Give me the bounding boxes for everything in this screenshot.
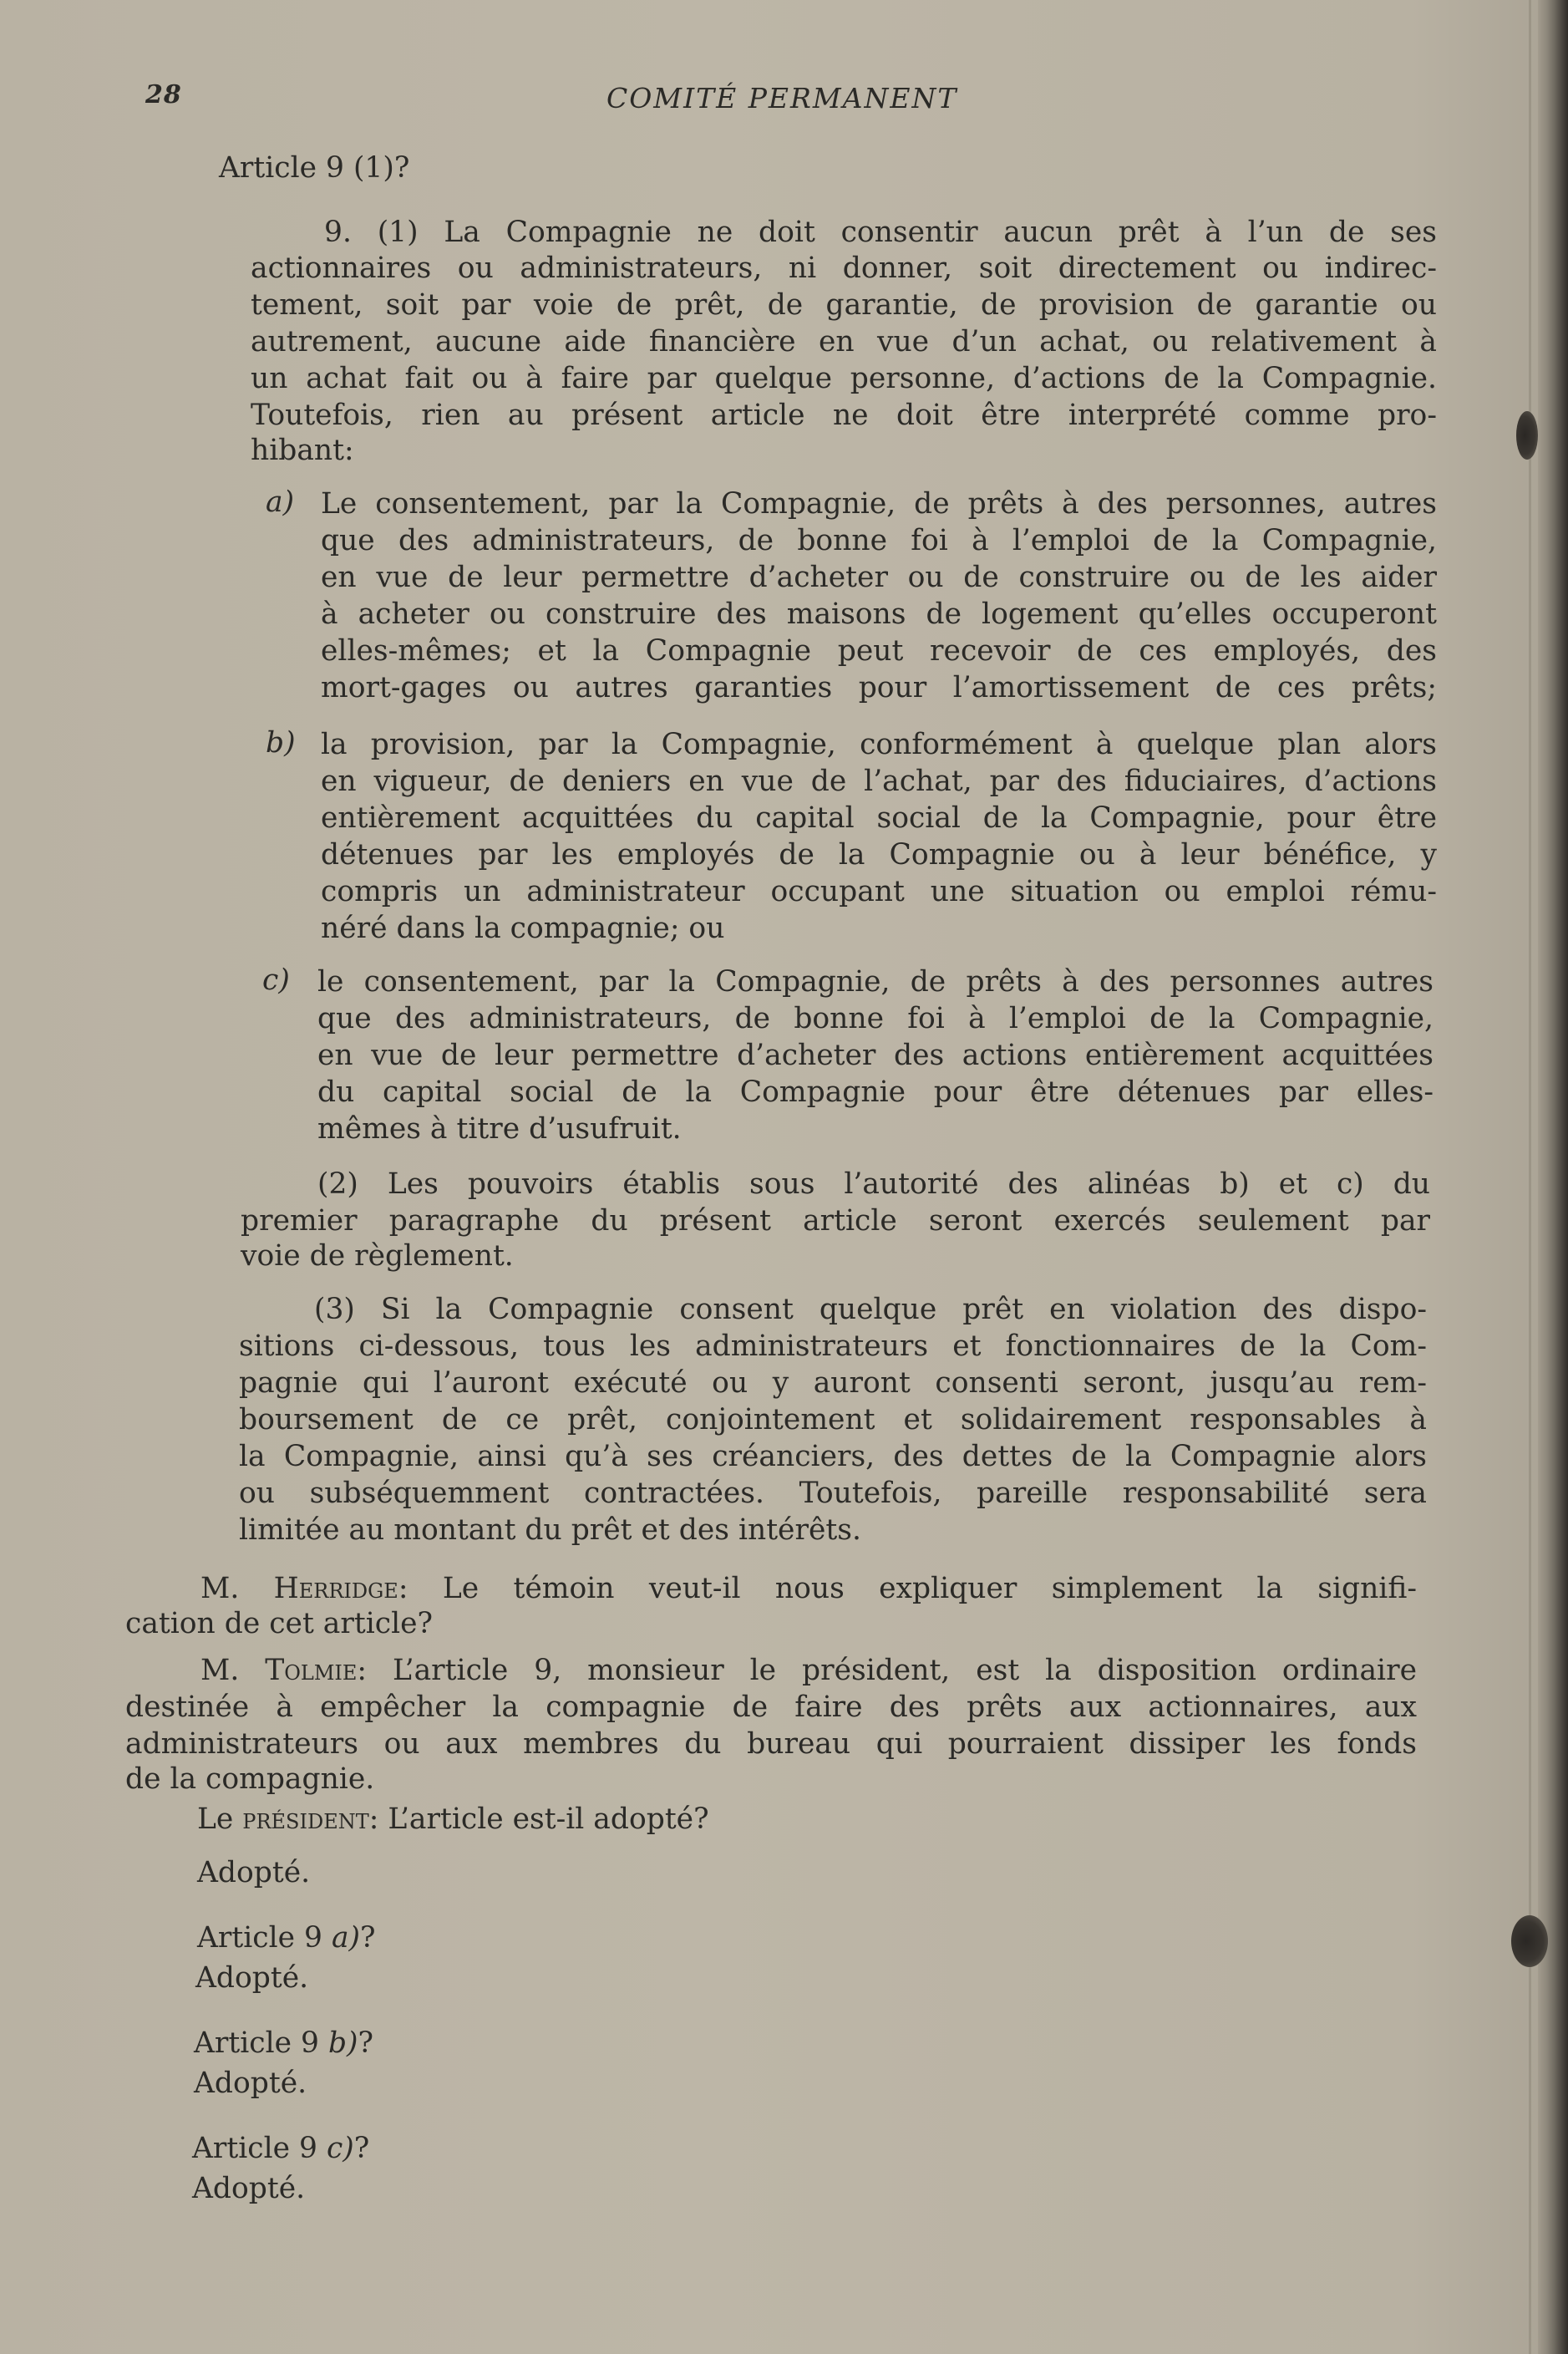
page-binding-edge: [1538, 0, 1568, 2354]
item-c-line: le consentement, par la Compagnie, de prêts à des personnes autres: [317, 965, 1434, 999]
clause-line: tement, soit par voie de prêt, de garantie, de provision de garantie ou: [251, 288, 1437, 322]
herridge-question: [200, 1571, 1417, 1606]
item-b-line: entièrement acquittées du capital social de la Compagnie, pour être: [321, 801, 1437, 835]
article-heading: Article 9 (1)?: [219, 151, 410, 185]
item-label-c: c): [262, 963, 290, 997]
item-label-b: b): [266, 726, 296, 760]
binder-hole: [1511, 1915, 1548, 1967]
vote-question-mark: ?: [358, 2026, 374, 2060]
clause-line: actionnaires ou administrateurs, ni donner, soit directement ou indirec-: [251, 252, 1437, 285]
item-a-line: en vue de leur permettre d’acheter ou de construire ou de les aider: [321, 561, 1437, 594]
para2-line: (2) Les pouvoirs établis sous l’autorité des alinéas b) et c) du: [317, 1167, 1430, 1201]
speaker-name-tolmie: Tolmie:: [265, 1654, 368, 1687]
vote-question-mark: ?: [353, 2132, 370, 2165]
tolmie-answer: [200, 1653, 1417, 1688]
para3-line: la Compagnie, ainsi qu’à ses créanciers, des dettes de la Compagnie alors: [239, 1440, 1427, 1473]
vote-question-mark: ?: [360, 1921, 376, 1955]
item-a-line: mort-gages ou autres garanties pour l’amortissement de ces prêts;: [321, 671, 1437, 704]
item-b-line: compris un administrateur occupant une situation ou emploi rému-: [321, 875, 1437, 908]
vote-result-b: Adopté.: [194, 2067, 307, 2100]
tolmie-answer-line: administrateurs ou aux membres du bureau qui pourraient dissiper les fonds: [125, 1727, 1417, 1761]
vote-article-label: Article 9: [197, 1921, 322, 1955]
vote-article-b: [194, 2026, 695, 2061]
clause-line: Toutefois, rien au présent article ne doit être interprété comme pro-: [251, 399, 1437, 432]
speaker-name-herridge: Herridge:: [273, 1572, 408, 1605]
speaker-prefix: M.: [200, 1572, 240, 1605]
vote-article-label: Article 9: [192, 2132, 317, 2165]
item-label-a: a): [266, 486, 295, 519]
item-b-line: en vigueur, de deniers en vue de l’achat, par des fiduciaires, d’actions: [321, 765, 1437, 798]
speaker-prefix: Le: [197, 1802, 234, 1836]
tolmie-answer-line: de la compagnie.: [125, 1762, 375, 1796]
item-a-line: Le consentement, par la Compagnie, de prêts à des personnes, autres: [321, 487, 1437, 521]
adopted-result: Adopté.: [197, 1856, 311, 1889]
item-c-line: du capital social de la Compagnie pour être détenues par elles-: [317, 1075, 1434, 1109]
running-title: COMITÉ PERMANENT: [606, 82, 958, 114]
vote-sub-label: b): [327, 2026, 358, 2060]
para2-line: premier paragraphe du présent article seront exercés seulement par: [241, 1204, 1430, 1238]
vote-sub-label: c): [326, 2132, 354, 2165]
herridge-question-cont: cation de cet article?: [125, 1607, 434, 1640]
speaker-name-president: président:: [242, 1802, 379, 1836]
item-b-line: la provision, par la Compagnie, conformément à quelque plan alors: [321, 728, 1437, 761]
president-text: L’article est-il adopté?: [388, 1802, 709, 1836]
clause-line: autrement, aucune aide financière en vue d’un achat, ou relativement à: [251, 325, 1437, 358]
item-c-line: en vue de leur permettre d’acheter des actions entièrement acquittées: [317, 1039, 1434, 1072]
para3-line: limitée au montant du prêt et des intérêts.: [239, 1513, 861, 1547]
running-header: [0, 77, 1568, 119]
para3-line: boursement de ce prêt, conjointement et solidairement responsables à: [239, 1403, 1427, 1436]
para3-line: ou subséquemment contractées. Toutefois, pareille responsabilité sera: [239, 1477, 1427, 1510]
clause-line: un achat fait ou à faire par quelque personne, d’actions de la Compagnie.: [251, 362, 1437, 395]
president-question: [197, 1802, 1116, 1837]
vote-result-a: Adopté.: [195, 1961, 309, 1995]
item-a-line: elles-mêmes; et la Compagnie peut recevoir de ces employés, des: [321, 634, 1437, 668]
para2-line: voie de règlement.: [241, 1239, 514, 1273]
item-a-line: que des administrateurs, de bonne foi à l’emploi de la Compagnie,: [321, 524, 1437, 557]
vote-article-label: Article 9: [194, 2026, 319, 2060]
herridge-text: Le témoin veut-il nous expliquer simplement la signifi-: [442, 1572, 1418, 1605]
vote-result-c: Adopté.: [192, 2172, 306, 2205]
item-b-line: néré dans la compagnie; ou: [321, 912, 725, 945]
tolmie-text: L’article 9, monsieur le président, est la disposition ordinaire: [393, 1654, 1417, 1687]
para3-line: pagnie qui l’auront exécuté ou y auront consenti seront, jusqu’au rem-: [239, 1366, 1427, 1400]
item-a-line: à acheter ou construire des maisons de logement qu’elles occuperont: [321, 597, 1437, 631]
page-edge-line: [1529, 0, 1531, 2354]
tolmie-answer-line: destinée à empêcher la compagnie de faire des prêts aux actionnaires, aux: [125, 1691, 1417, 1724]
binder-hole: [1516, 411, 1538, 460]
item-b-line: détenues par les employés de la Compagnie ou à leur bénéfice, y: [321, 838, 1437, 872]
vote-sub-label: a): [331, 1921, 360, 1955]
clause-line: 9. (1) La Compagnie ne doit consentir aucun prêt à l’un de ses: [324, 216, 1437, 249]
vote-article-a: [197, 1920, 698, 1955]
para3-line: sitions ci-dessous, tous les administrateurs et fonctionnaires de la Com-: [239, 1330, 1427, 1363]
clause-line: hibant:: [251, 434, 354, 467]
speaker-prefix: M.: [200, 1654, 240, 1687]
vote-article-c: [192, 2131, 693, 2166]
para3-line: (3) Si la Compagnie consent quelque prêt en violation des dispo-: [314, 1293, 1427, 1326]
item-c-line: que des administrateurs, de bonne foi à l’emploi de la Compagnie,: [317, 1002, 1434, 1035]
page-number: 28: [145, 80, 182, 109]
item-c-line: mêmes à titre d’usufruit.: [317, 1112, 682, 1146]
